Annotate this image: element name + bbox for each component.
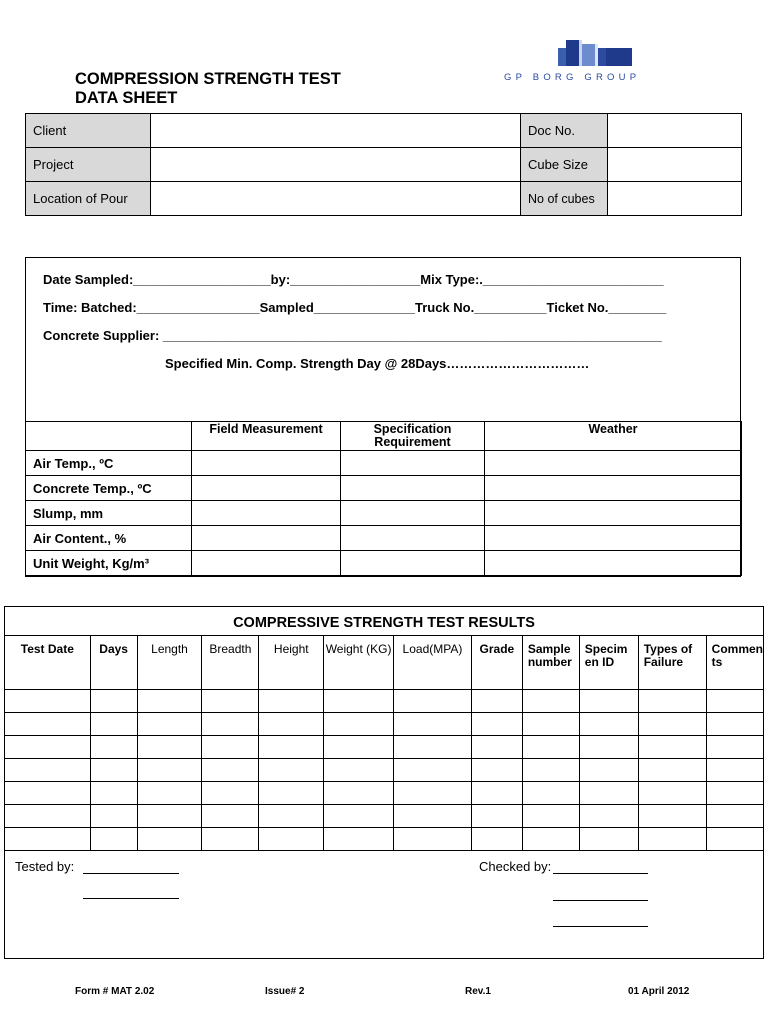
table-cell[interactable]	[90, 805, 137, 828]
table-cell[interactable]	[394, 828, 472, 851]
table-cell[interactable]	[471, 759, 522, 782]
col-breadth: Breadth	[202, 636, 259, 690]
table-cell[interactable]	[706, 690, 763, 713]
table-cell[interactable]	[202, 828, 259, 851]
table-cell[interactable]	[192, 451, 341, 476]
tested-by-line[interactable]	[83, 873, 179, 874]
col-grade: Grade	[471, 636, 522, 690]
table-cell[interactable]	[471, 736, 522, 759]
table-cell[interactable]	[90, 713, 137, 736]
table-row	[26, 501, 742, 526]
checked-by-label: Checked by:	[479, 859, 552, 874]
table-row	[5, 759, 764, 782]
tested-by-line-2[interactable]	[83, 898, 179, 899]
company-logo-icon	[556, 38, 634, 68]
field-header-blank	[26, 422, 192, 451]
table-cell[interactable]	[579, 736, 638, 759]
table-cell[interactable]	[202, 805, 259, 828]
table-cell[interactable]	[137, 736, 202, 759]
no-of-cubes-field[interactable]	[608, 182, 742, 216]
table-cell[interactable]	[5, 713, 91, 736]
table-cell[interactable]	[341, 551, 485, 576]
table-cell[interactable]	[394, 736, 472, 759]
table-cell[interactable]	[90, 782, 137, 805]
table-cell[interactable]	[471, 713, 522, 736]
field-table	[25, 421, 742, 576]
table-cell[interactable]	[522, 759, 579, 782]
table-row	[26, 476, 742, 501]
col-load: Load(MPA)	[394, 636, 472, 690]
table-cell[interactable]	[394, 690, 472, 713]
table-cell[interactable]	[90, 736, 137, 759]
table-cell[interactable]	[485, 451, 742, 476]
specification-header: Specification Requirement	[341, 422, 485, 451]
table-cell[interactable]	[202, 782, 259, 805]
table-cell[interactable]	[259, 736, 324, 759]
form-number: Form # MAT 2.02	[75, 986, 155, 997]
field-measurement-header: Field Measurement	[192, 422, 341, 451]
table-cell[interactable]	[5, 736, 91, 759]
project-label: Project	[26, 148, 151, 182]
table-row	[26, 551, 742, 576]
date-sampled-line[interactable]: Date Sampled:___________________by:__________________Mix Type:._________________________	[43, 272, 664, 287]
issue-number: Issue# 2	[265, 986, 305, 997]
table-row	[5, 805, 764, 828]
cube-size-field[interactable]	[608, 148, 742, 182]
table-cell[interactable]	[137, 690, 202, 713]
table-cell[interactable]	[341, 501, 485, 526]
table-row	[26, 451, 742, 476]
table-cell[interactable]	[522, 690, 579, 713]
table-cell[interactable]	[137, 759, 202, 782]
table-cell[interactable]	[324, 713, 394, 736]
table-cell[interactable]	[324, 782, 394, 805]
table-cell[interactable]	[192, 476, 341, 501]
row-label: Slump, mm	[26, 501, 192, 526]
table-cell[interactable]	[638, 759, 706, 782]
info-table	[25, 113, 742, 216]
table-cell[interactable]	[90, 690, 137, 713]
col-specimen-id: Specim en ID	[579, 636, 638, 690]
table-cell[interactable]	[471, 690, 522, 713]
table-cell[interactable]	[638, 782, 706, 805]
concrete-supplier-line[interactable]: Concrete Supplier: _____________________________________________________________________	[43, 328, 662, 343]
location-field[interactable]	[151, 182, 521, 216]
tested-by-label: Tested by:	[15, 859, 75, 874]
table-cell[interactable]	[706, 828, 763, 851]
client-label: Client	[26, 114, 151, 148]
table-cell[interactable]	[202, 736, 259, 759]
results-table	[4, 635, 764, 851]
client-field[interactable]	[151, 114, 521, 148]
table-cell[interactable]	[522, 782, 579, 805]
table-cell[interactable]	[90, 828, 137, 851]
table-cell[interactable]	[638, 713, 706, 736]
table-cell[interactable]	[202, 759, 259, 782]
table-cell[interactable]	[522, 805, 579, 828]
table-cell[interactable]	[706, 736, 763, 759]
table-row	[5, 690, 764, 713]
col-test-date: Test Date	[5, 636, 91, 690]
table-cell[interactable]	[485, 476, 742, 501]
table-row	[5, 782, 764, 805]
table-cell[interactable]	[579, 713, 638, 736]
table-cell[interactable]	[341, 476, 485, 501]
row-label: Air Temp., ºC	[26, 451, 192, 476]
col-height: Height	[259, 636, 324, 690]
col-length: Length	[137, 636, 202, 690]
table-cell[interactable]	[90, 759, 137, 782]
table-cell[interactable]	[638, 690, 706, 713]
table-row	[5, 736, 764, 759]
table-cell[interactable]	[137, 782, 202, 805]
table-cell[interactable]	[202, 713, 259, 736]
table-cell[interactable]	[192, 501, 341, 526]
table-cell[interactable]	[485, 501, 742, 526]
table-cell[interactable]	[522, 713, 579, 736]
table-cell[interactable]	[259, 805, 324, 828]
table-cell[interactable]	[341, 451, 485, 476]
table-cell[interactable]	[579, 759, 638, 782]
table-cell[interactable]	[5, 782, 91, 805]
table-cell[interactable]	[259, 828, 324, 851]
table-cell[interactable]	[259, 690, 324, 713]
table-cell[interactable]	[579, 690, 638, 713]
row-label: Air Content., %	[26, 526, 192, 551]
table-cell[interactable]	[471, 828, 522, 851]
table-cell[interactable]	[638, 805, 706, 828]
company-name: GP BORG GROUP	[504, 72, 641, 83]
footer-date: 01 April 2012	[628, 986, 690, 997]
table-row	[26, 526, 742, 551]
table-cell[interactable]	[324, 759, 394, 782]
table-cell[interactable]	[5, 805, 91, 828]
table-cell[interactable]	[471, 805, 522, 828]
doc-no-field[interactable]	[608, 114, 742, 148]
table-cell[interactable]	[394, 713, 472, 736]
specified-strength-line[interactable]: Specified Min. Comp. Strength Day @ 28Days……………………………	[165, 356, 590, 371]
table-cell[interactable]	[5, 828, 91, 851]
table-row	[5, 828, 764, 851]
table-cell[interactable]	[202, 690, 259, 713]
table-cell[interactable]	[259, 713, 324, 736]
page-title	[75, 70, 341, 108]
table-cell[interactable]	[579, 782, 638, 805]
weather-header: Weather	[485, 422, 742, 451]
table-cell[interactable]	[137, 713, 202, 736]
table-cell[interactable]	[471, 782, 522, 805]
title-line-2: DATA SHEET	[75, 89, 178, 107]
revision: Rev.1	[465, 986, 491, 997]
table-cell[interactable]	[324, 828, 394, 851]
table-cell[interactable]	[706, 782, 763, 805]
table-cell[interactable]	[192, 526, 341, 551]
col-weight: Weight (KG)	[324, 636, 394, 690]
table-cell[interactable]	[394, 805, 472, 828]
checked-by-line[interactable]	[553, 873, 648, 874]
cube-size-label: Cube Size	[521, 148, 608, 182]
table-cell[interactable]	[485, 526, 742, 551]
table-cell[interactable]	[579, 828, 638, 851]
time-batched-line[interactable]: Time: Batched:_________________Sampled______________Truck No.__________Ticket No.________	[43, 300, 667, 315]
table-cell[interactable]	[485, 551, 742, 576]
table-cell[interactable]	[706, 759, 763, 782]
table-cell[interactable]	[259, 782, 324, 805]
table-cell[interactable]	[341, 526, 485, 551]
col-days: Days	[90, 636, 137, 690]
table-cell[interactable]	[706, 713, 763, 736]
col-types-of-failure: Types of Failure	[638, 636, 706, 690]
project-field[interactable]	[151, 148, 521, 182]
results-title: COMPRESSIVE STRENGTH TEST RESULTS	[233, 615, 535, 631]
table-cell[interactable]	[5, 759, 91, 782]
table-cell[interactable]	[394, 782, 472, 805]
table-cell[interactable]	[394, 759, 472, 782]
doc-no-label: Doc No.	[521, 114, 608, 148]
table-cell[interactable]	[522, 736, 579, 759]
table-cell[interactable]	[706, 805, 763, 828]
col-sample-number: Sample number	[522, 636, 579, 690]
title-line-1: COMPRESSION STRENGTH TEST	[75, 70, 341, 88]
checked-by-line-3[interactable]	[553, 926, 648, 927]
table-cell[interactable]	[638, 736, 706, 759]
checked-by-line-2[interactable]	[553, 900, 648, 901]
table-cell[interactable]	[522, 828, 579, 851]
table-cell[interactable]	[324, 690, 394, 713]
table-cell[interactable]	[579, 805, 638, 828]
table-cell[interactable]	[259, 759, 324, 782]
table-cell[interactable]	[137, 805, 202, 828]
table-cell[interactable]	[324, 805, 394, 828]
no-of-cubes-label: No of cubes	[521, 182, 608, 216]
row-label: Concrete Temp., ºC	[26, 476, 192, 501]
table-cell[interactable]	[638, 828, 706, 851]
location-label: Location of Pour	[26, 182, 151, 216]
col-comments: Commen ts	[706, 636, 763, 690]
table-cell[interactable]	[324, 736, 394, 759]
table-cell[interactable]	[5, 690, 91, 713]
table-cell[interactable]	[192, 551, 341, 576]
row-label: Unit Weight, Kg/m³	[26, 551, 192, 576]
table-cell[interactable]	[137, 828, 202, 851]
table-row	[5, 713, 764, 736]
